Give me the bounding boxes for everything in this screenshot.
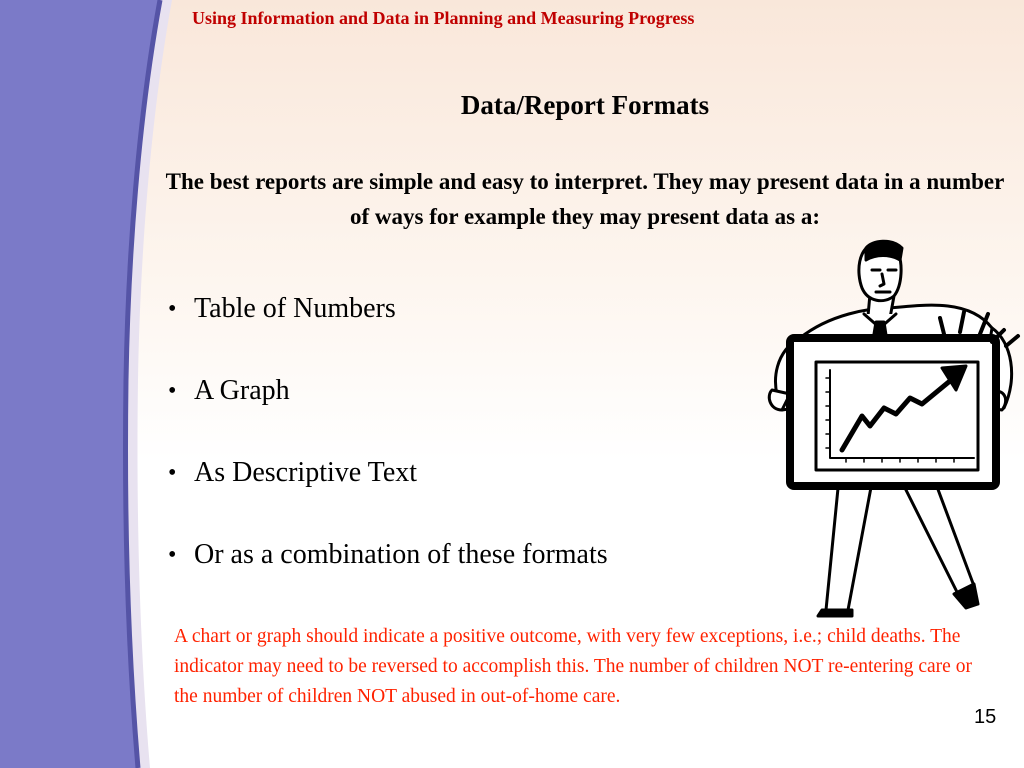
note-paragraph: A chart or graph should indicate a positive outcome, with very few exceptions, i.e.; child deaths. The indicator may need to be reversed to accomplish this. The number of children NOT re-entering care or the number of children NOT abused in out-of-home care. [174,626,972,707]
bullet-item [168,452,608,534]
page-number: 15 [974,706,997,728]
bullet-text: As Descriptive Text [194,457,418,488]
bullet-text: A Graph [194,375,290,406]
bullet-marker: • [168,378,177,404]
bullet-item [168,534,608,616]
man-holding-chart-clipart [760,238,1024,618]
bullet-item [168,370,608,452]
bullet-item [168,288,608,370]
bullet-list [168,288,608,616]
bullet-marker: • [168,460,177,486]
bullet-text: Table of Numbers [194,293,396,324]
header-title: Using Information and Data in Planning and Measuring Progress [192,8,695,28]
bullet-marker: • [168,542,177,568]
intro-paragraph: The best reports are simple and easy to interpret. They may present data in a number of ways for example they may present data as a: [165,169,1005,229]
slide-title: Data/Report Formats [460,90,710,120]
bullet-text: Or as a combination of these formats [194,539,608,570]
bullet-marker: • [168,296,177,322]
